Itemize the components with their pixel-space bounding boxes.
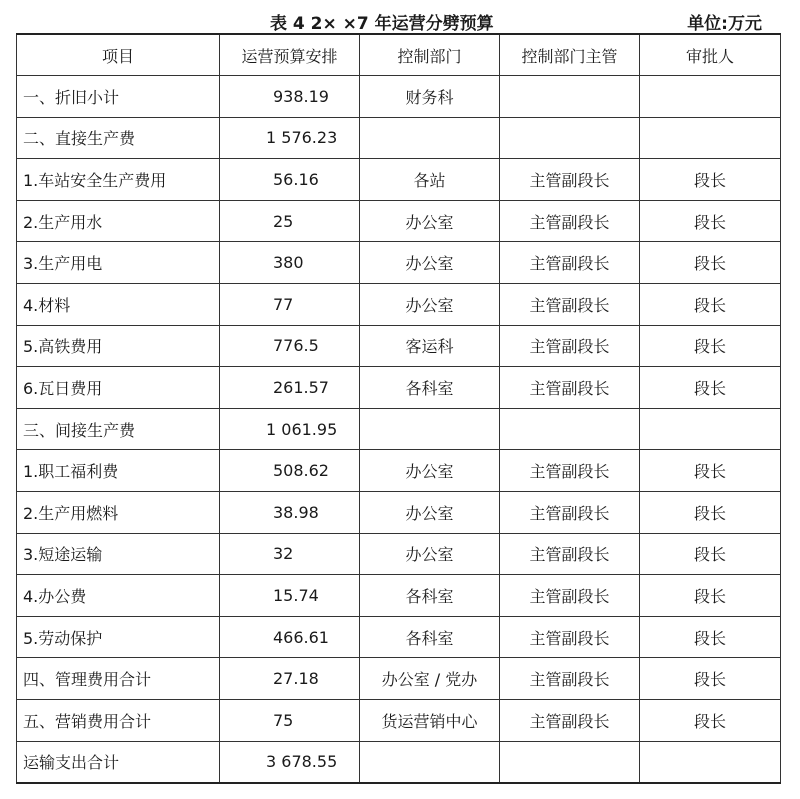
table-row (17, 76, 781, 118)
cell-item: 三、间接生产费 (17, 408, 220, 450)
table-row (17, 450, 781, 492)
column-header-approver: 审批人 (640, 34, 781, 76)
cell-budget: 56.16 (220, 159, 360, 201)
cell-approver: 段长 (640, 200, 781, 242)
column-header-dept: 控制部门 (360, 34, 500, 76)
table-row (17, 200, 781, 242)
cell-budget: 380 (220, 242, 360, 284)
cell-item: 3.生产用电 (17, 242, 220, 284)
cell-approver (640, 741, 781, 783)
cell-approver: 段长 (640, 575, 781, 617)
table-row (17, 575, 781, 617)
cell-dept: 各科室 (360, 367, 500, 409)
column-header-item: 项目 (17, 34, 220, 76)
cell-budget: 77 (220, 283, 360, 325)
cell-manager: 主管副段长 (500, 616, 640, 658)
table-row (17, 242, 781, 284)
cell-item: 6.瓦日费用 (17, 367, 220, 409)
cell-item: 1.职工福利费 (17, 450, 220, 492)
cell-budget: 75 (220, 699, 360, 741)
table-title: 表 4 2× ×7 年运营分劈预算 (270, 14, 494, 34)
table-row (17, 616, 781, 658)
cell-approver: 段长 (640, 658, 781, 700)
cell-approver (640, 408, 781, 450)
table-row (17, 325, 781, 367)
cell-manager: 主管副段长 (500, 242, 640, 284)
cell-budget: 32 (220, 533, 360, 575)
cell-budget: 466.61 (220, 616, 360, 658)
budget-table (16, 33, 781, 784)
cell-item: 5.高铁费用 (17, 325, 220, 367)
cell-dept: 货运营销中心 (360, 699, 500, 741)
cell-dept: 办公室 / 党办 (360, 658, 500, 700)
cell-budget: 1 061.95 (220, 408, 360, 450)
cell-approver: 段长 (640, 533, 781, 575)
cell-approver: 段长 (640, 325, 781, 367)
cell-dept: 办公室 (360, 242, 500, 284)
cell-manager (500, 117, 640, 159)
cell-item: 运输支出合计 (17, 741, 220, 783)
cell-approver (640, 76, 781, 118)
table-row (17, 367, 781, 409)
cell-item: 一、折旧小计 (17, 76, 220, 118)
cell-dept (360, 408, 500, 450)
cell-manager (500, 741, 640, 783)
cell-dept: 办公室 (360, 533, 500, 575)
cell-budget: 1 576.23 (220, 117, 360, 159)
table-row (17, 117, 781, 159)
cell-approver: 段长 (640, 367, 781, 409)
cell-manager: 主管副段长 (500, 699, 640, 741)
cell-dept: 客运科 (360, 325, 500, 367)
table-row (17, 699, 781, 741)
cell-item: 3.短途运输 (17, 533, 220, 575)
cell-dept: 各站 (360, 159, 500, 201)
cell-manager: 主管副段长 (500, 283, 640, 325)
cell-manager: 主管副段长 (500, 658, 640, 700)
cell-approver: 段长 (640, 283, 781, 325)
column-header-manager: 控制部门主管 (500, 34, 640, 76)
cell-approver: 段长 (640, 491, 781, 533)
cell-manager: 主管副段长 (500, 200, 640, 242)
cell-dept: 各科室 (360, 575, 500, 617)
cell-approver: 段长 (640, 616, 781, 658)
unit-label: 单位:万元 (687, 14, 762, 34)
table-row (17, 283, 781, 325)
cell-item: 二、直接生产费 (17, 117, 220, 159)
cell-budget: 38.98 (220, 491, 360, 533)
cell-item: 4.材料 (17, 283, 220, 325)
cell-dept: 办公室 (360, 450, 500, 492)
cell-dept: 财务科 (360, 76, 500, 118)
cell-approver: 段长 (640, 699, 781, 741)
header-row (17, 34, 781, 76)
cell-approver: 段长 (640, 242, 781, 284)
cell-manager: 主管副段长 (500, 325, 640, 367)
table-caption (0, 6, 800, 32)
cell-dept: 各科室 (360, 616, 500, 658)
cell-manager: 主管副段长 (500, 533, 640, 575)
cell-manager: 主管副段长 (500, 367, 640, 409)
table-row (17, 533, 781, 575)
table-row (17, 658, 781, 700)
cell-budget: 776.5 (220, 325, 360, 367)
cell-item: 4.办公费 (17, 575, 220, 617)
cell-manager: 主管副段长 (500, 491, 640, 533)
cell-item: 5.劳动保护 (17, 616, 220, 658)
cell-budget: 15.74 (220, 575, 360, 617)
cell-budget: 508.62 (220, 450, 360, 492)
cell-approver (640, 117, 781, 159)
cell-item: 四、管理费用合计 (17, 658, 220, 700)
cell-item: 2.生产用水 (17, 200, 220, 242)
cell-budget: 938.19 (220, 76, 360, 118)
cell-budget: 25 (220, 200, 360, 242)
cell-manager: 主管副段长 (500, 450, 640, 492)
table-body (17, 76, 781, 784)
cell-manager (500, 76, 640, 118)
cell-dept: 办公室 (360, 491, 500, 533)
cell-budget: 3 678.55 (220, 741, 360, 783)
cell-budget: 27.18 (220, 658, 360, 700)
cell-manager (500, 408, 640, 450)
cell-budget: 261.57 (220, 367, 360, 409)
cell-item: 五、营销费用合计 (17, 699, 220, 741)
table-row (17, 491, 781, 533)
column-header-budget: 运营预算安排 (220, 34, 360, 76)
cell-manager: 主管副段长 (500, 575, 640, 617)
cell-dept (360, 117, 500, 159)
cell-item: 1.车站安全生产费用 (17, 159, 220, 201)
cell-dept: 办公室 (360, 200, 500, 242)
table-row (17, 408, 781, 450)
cell-approver: 段长 (640, 450, 781, 492)
table-row (17, 741, 781, 783)
table-row (17, 159, 781, 201)
cell-dept: 办公室 (360, 283, 500, 325)
cell-manager: 主管副段长 (500, 159, 640, 201)
cell-dept (360, 741, 500, 783)
cell-approver: 段长 (640, 159, 781, 201)
cell-item: 2.生产用燃料 (17, 491, 220, 533)
